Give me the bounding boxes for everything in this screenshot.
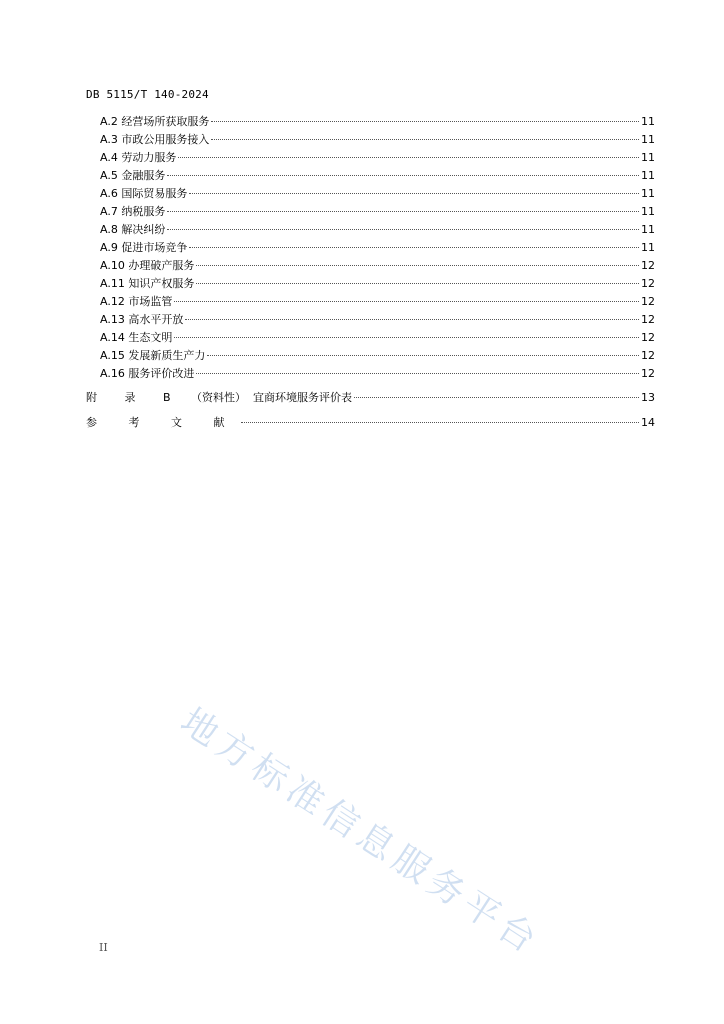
toc-entry-page: 12 bbox=[641, 331, 655, 344]
watermark: 地方标准信息服务平台 bbox=[173, 700, 548, 964]
toc-leader-dots bbox=[196, 265, 639, 266]
toc-leader-dots bbox=[167, 211, 639, 212]
toc-entry[interactable] bbox=[100, 115, 655, 129]
toc-leader-dots bbox=[189, 247, 639, 248]
toc-entry-label: A.15 发展新质生产力 bbox=[100, 349, 206, 362]
toc-entry[interactable] bbox=[100, 133, 655, 147]
toc-entry[interactable] bbox=[100, 331, 655, 345]
toc-entry-label: A.2 经营场所获取服务 bbox=[100, 115, 210, 128]
page-number: II bbox=[99, 941, 108, 954]
toc-entry-page: 12 bbox=[641, 349, 655, 362]
toc-entry-page: 11 bbox=[641, 223, 655, 236]
toc-entry[interactable] bbox=[100, 205, 655, 219]
toc-entry-label: A.16 服务评价改进 bbox=[100, 367, 195, 380]
toc-leader-dots bbox=[174, 337, 639, 338]
toc-entry-references[interactable] bbox=[86, 416, 655, 430]
toc-leader-dots bbox=[354, 397, 639, 398]
toc-entry[interactable] bbox=[100, 241, 655, 255]
toc-entry-page: 11 bbox=[641, 115, 655, 128]
toc-entry-label: A.14 生态文明 bbox=[100, 331, 173, 344]
toc-entry[interactable] bbox=[100, 295, 655, 309]
toc-entry-page: 12 bbox=[641, 277, 655, 290]
toc-entry-label: A.7 纳税服务 bbox=[100, 205, 166, 218]
toc-entry-page: 12 bbox=[641, 259, 655, 272]
toc-leader-dots bbox=[196, 283, 639, 284]
toc-entry-label: A.5 金融服务 bbox=[100, 169, 166, 182]
toc-entry-label: A.3 市政公用服务接入 bbox=[100, 133, 210, 146]
toc-entry-label: A.8 解决纠纷 bbox=[100, 223, 166, 236]
toc-entry-page: 12 bbox=[641, 295, 655, 308]
toc-entry-label: A.6 国际贸易服务 bbox=[100, 187, 188, 200]
toc-leader-dots bbox=[241, 422, 640, 423]
toc-entry[interactable] bbox=[100, 223, 655, 237]
toc-leader-dots bbox=[174, 301, 639, 302]
toc-leader-dots bbox=[167, 175, 639, 176]
references-label: 参 考 文 献 bbox=[86, 416, 239, 429]
toc-entry[interactable] bbox=[100, 313, 655, 327]
toc-entry-page: 11 bbox=[641, 169, 655, 182]
toc-entry-label: A.4 劳动力服务 bbox=[100, 151, 177, 164]
toc-leader-dots bbox=[185, 319, 639, 320]
toc-entry[interactable] bbox=[100, 169, 655, 183]
document-id: DB 5115/T 140-2024 bbox=[86, 88, 209, 101]
toc-entry[interactable] bbox=[100, 259, 655, 273]
toc-entry-page: 12 bbox=[641, 367, 655, 380]
toc-leader-dots bbox=[207, 355, 639, 356]
toc-leader-dots bbox=[189, 193, 639, 194]
toc-leader-dots bbox=[196, 373, 639, 374]
toc-entry-label: A.12 市场监管 bbox=[100, 295, 173, 308]
toc-entry[interactable] bbox=[100, 151, 655, 165]
toc-entry-label: A.13 高水平开放 bbox=[100, 313, 184, 326]
toc-leader-dots bbox=[178, 157, 639, 158]
toc-entry-appendix-b[interactable] bbox=[86, 391, 655, 405]
toc-entry-page: 14 bbox=[641, 416, 655, 429]
toc-entry[interactable] bbox=[100, 187, 655, 201]
toc-entry-page: 12 bbox=[641, 313, 655, 326]
toc-entry-page: 11 bbox=[641, 151, 655, 164]
appendix-type: （资料性） bbox=[191, 391, 246, 404]
toc-entry-label: A.9 促进市场竞争 bbox=[100, 241, 188, 254]
toc-entry-page: 11 bbox=[641, 241, 655, 254]
toc-leader-dots bbox=[211, 139, 639, 140]
toc-entry-label: A.10 办理破产服务 bbox=[100, 259, 195, 272]
toc-leader-dots bbox=[211, 121, 639, 122]
toc-entry[interactable] bbox=[100, 349, 655, 363]
toc-entry[interactable] bbox=[100, 277, 655, 291]
toc-entry[interactable] bbox=[100, 367, 655, 381]
toc-entry-page: 13 bbox=[641, 391, 655, 404]
toc-entry-page: 11 bbox=[641, 133, 655, 146]
toc-entry-page: 11 bbox=[641, 205, 655, 218]
toc-leader-dots bbox=[167, 229, 639, 230]
toc-entry-page: 11 bbox=[641, 187, 655, 200]
toc-entry-label: A.11 知识产权服务 bbox=[100, 277, 195, 290]
appendix-prefix: 附 录 B bbox=[86, 391, 183, 404]
table-of-contents bbox=[0, 0, 724, 440]
appendix-title: 宜商环境服务评价表 bbox=[253, 391, 352, 404]
